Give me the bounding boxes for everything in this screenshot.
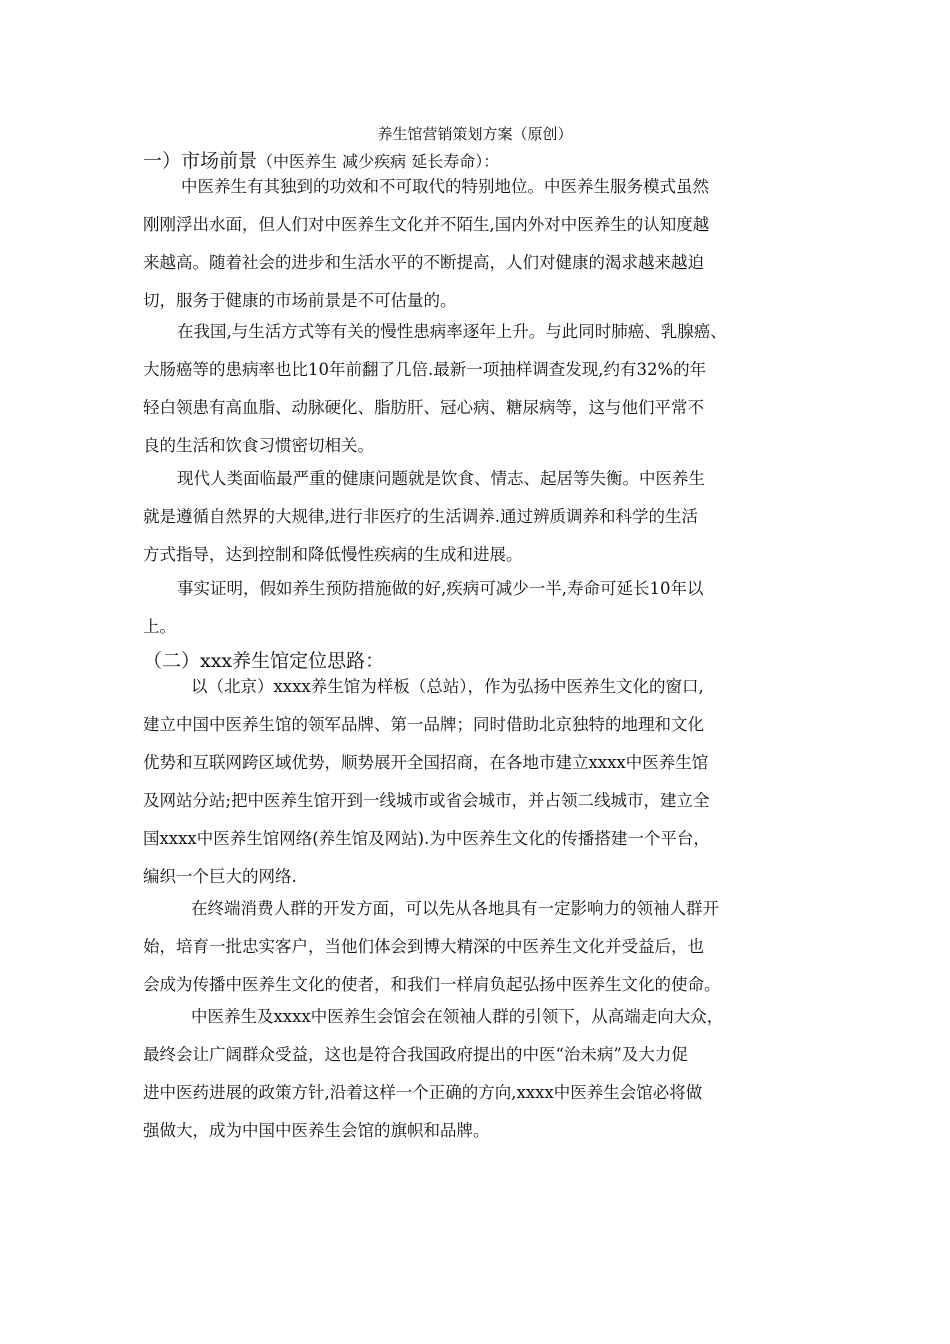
- paragraph-line: 及网站分站;把中医养生馆开到一线城市或省会城市，并占领二线城市，建立全: [143, 791, 710, 810]
- section2-heading: （二）xxx养生馆定位思路：: [143, 650, 385, 672]
- section1-heading-text: 一）市场前景: [143, 150, 258, 172]
- paragraph-line: 中医养生有其独到的功效和不可取代的特别地位。中医养生服务模式虽然: [181, 177, 709, 196]
- paragraph-line: 在我国,与生活方式等有关的慢性患病率逐年上升。与此同时肺癌、乳腺癌、: [177, 322, 727, 341]
- section1-paragraph-3: [143, 460, 833, 574]
- paragraph-line: 大肠癌等的患病率也比10年前翻了几倍.最新一项抽样调查发现,约有32%的年: [143, 360, 707, 379]
- paragraph-line: 建立中国中医养生馆的领军品牌、第一品牌；同时借助北京独特的地理和文化: [143, 715, 704, 734]
- paragraph-line: 轻白领患有高血脂、动脉硬化、脂肪肝、冠心病、糖尿病等，这与他们平常不: [143, 398, 704, 417]
- paragraph-line: 以（北京）xxxx养生馆为样板（总站），作为弘扬中医养生文化的窗口,: [191, 677, 704, 696]
- paragraph-line: 最终会让广阔群众受益，这也是符合我国政府提出的中医“治未病”及大力促: [143, 1045, 688, 1064]
- paragraph-line: 良的生活和饮食习惯密切相关。: [143, 436, 374, 455]
- section2-paragraph-2: [143, 890, 833, 1004]
- paragraph-line: 强做大，成为中国中医养生会馆的旗帜和品牌。: [143, 1121, 490, 1140]
- document-title: 养生馆营销策划方案（原创）: [377, 125, 573, 143]
- section1-subheading: （中医养生 减少疾病 延长寿命）：: [257, 152, 500, 171]
- paragraph-line: 会成为传播中医养生文化的使者，和我们一样肩负起弘扬中医养生文化的使命。: [143, 975, 721, 994]
- paragraph-line: 方式指导，达到控制和降低慢性疾病的生成和进展。: [143, 545, 523, 564]
- paragraph-line: 始，培育一批忠实客户，当他们体会到博大精深的中医养生文化并受益后，也: [143, 937, 704, 956]
- paragraph-line: 刚刚浮出水面，但人们对中医养生文化并不陌生,国内外对中医养生的认知度越: [143, 215, 710, 234]
- paragraph-line: 优势和互联网跨区域优势，顺势展开全国招商，在各地市建立xxxx中医养生馆: [143, 753, 709, 772]
- paragraph-line: 切，服务于健康的市场前景是不可估量的。: [143, 291, 457, 310]
- paragraph-line: 中医养生及xxxx中医养生会馆会在领袖人群的引领下，从高端走向大众，: [191, 1007, 724, 1026]
- section1-paragraph-4: [143, 570, 833, 646]
- paragraph-line: 上。: [143, 617, 176, 636]
- paragraph-line: 编织一个巨大的网络.: [143, 867, 297, 886]
- section1-paragraph-2: [143, 313, 833, 465]
- paragraph-line: 就是遵循自然界的大规律,进行非医疗的生活调养.通过辨质调养和科学的生活: [143, 507, 698, 526]
- section2-paragraph-1: [143, 668, 833, 896]
- paragraph-line: 在终端消费人群的开发方面，可以先从各地具有一定影响力的领袖人群开: [191, 899, 719, 918]
- paragraph-line: 现代人类面临最严重的健康问题就是饮食、情志、起居等失衡。中医养生: [177, 469, 705, 488]
- section2-paragraph-3: [143, 998, 833, 1150]
- paragraph-line: 进中医药进展的政策方针,沿着这样一个正确的方向,xxxx中医养生会馆必将做: [143, 1083, 703, 1102]
- paragraph-line: 来越高。随着社会的进步和生活水平的不断提高，人们对健康的渴求越来越迫: [143, 253, 704, 272]
- paragraph-line: 国xxxx中医养生馆网络(养生馆及网站).为中医养生文化的传播搭建一个平台，: [143, 829, 710, 848]
- paragraph-line: 事实证明，假如养生预防措施做的好,疾病可减少一半,寿命可延长10年以: [177, 579, 704, 598]
- section1-paragraph-1: [143, 168, 833, 320]
